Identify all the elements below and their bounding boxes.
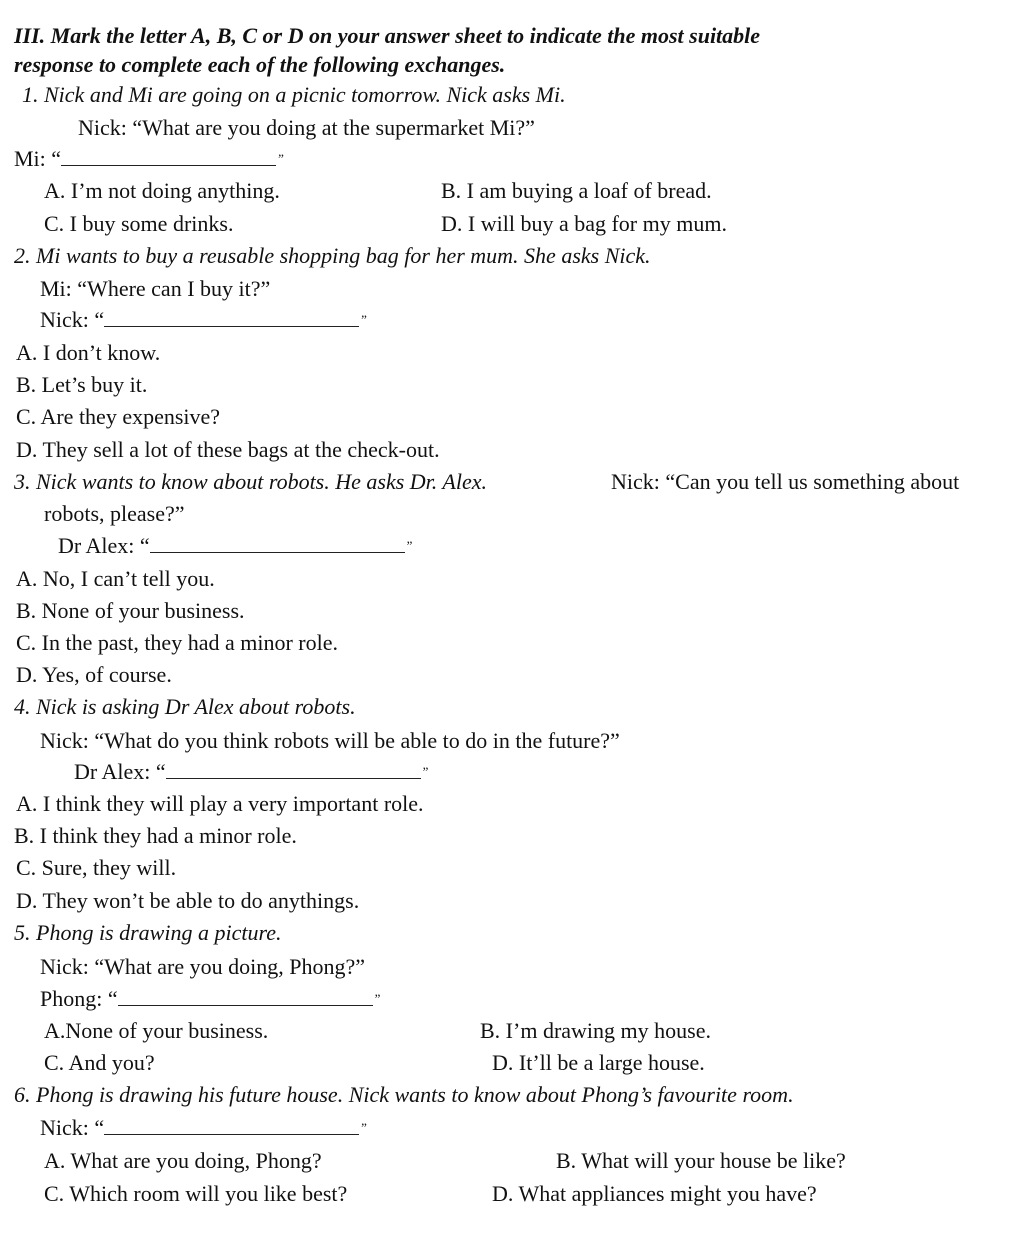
question-1-context: 1. Nick and Mi are going on a picnic tomorrow. Nick asks Mi. [22, 82, 566, 107]
question-4-option-c[interactable]: C. Sure, they will. [16, 855, 177, 880]
question-4-option-a[interactable]: A. I think they will play a very important role. [16, 791, 424, 816]
section-title-line-1: III. Mark the letter A, B, C or D on your answer sheet to indicate the most suitable [14, 23, 761, 48]
question-2-option-a[interactable]: A. I don’t know. [16, 340, 161, 365]
question-1-responder: Mi: “ [14, 146, 62, 171]
question-6-option-c[interactable]: C. Which room will you like best? [44, 1181, 348, 1206]
question-4-responder: Dr Alex: “ [74, 759, 166, 784]
question-3-context: 3. Nick wants to know about robots. He asks Dr. Alex. [14, 469, 487, 494]
question-2-option-d[interactable]: D. They sell a lot of these bags at the check-out. [16, 437, 440, 462]
question-2-responder: Nick: “ [40, 307, 105, 332]
question-1-prompt: Nick: “What are you doing at the supermarket Mi?” [78, 115, 535, 140]
question-6-blank [104, 1116, 359, 1135]
question-6-number: 6. [14, 1082, 31, 1107]
question-3-option-a[interactable]: A. No, I can’t tell you. [16, 566, 215, 591]
question-6-response-line: Nick: “ ” [40, 1115, 367, 1140]
question-6-responder: Nick: “ [40, 1115, 105, 1140]
question-4-context: 4. Nick is asking Dr Alex about robots. [14, 694, 356, 719]
question-2-blank [104, 308, 359, 327]
question-1-option-a[interactable]: A. I’m not doing anything. [44, 178, 280, 203]
question-1-blank [61, 147, 276, 166]
question-3-option-b[interactable]: B. None of your business. [16, 598, 245, 623]
question-4-prompt: Nick: “What do you think robots will be able to do in the future?” [40, 728, 620, 753]
question-1-response-line: Mi: “ ” [14, 146, 284, 171]
question-2-option-b[interactable]: B. Let’s buy it. [16, 372, 148, 397]
question-4-option-b[interactable]: B. I think they had a minor role. [14, 823, 297, 848]
question-3-option-c[interactable]: C. In the past, they had a minor role. [16, 630, 338, 655]
question-2-option-c[interactable]: C. Are they expensive? [16, 404, 221, 429]
question-2-prompt: Mi: “Where can I buy it?” [40, 276, 271, 301]
question-3-blank [150, 534, 405, 553]
question-5-blank [118, 987, 373, 1006]
question-2-response-line: Nick: “ ” [40, 307, 367, 332]
question-5-option-d[interactable]: D. It’ll be a large house. [492, 1050, 705, 1075]
question-1-number: 1. [22, 82, 39, 107]
question-4-option-d[interactable]: D. They won’t be able to do anythings. [16, 888, 360, 913]
question-1-option-d[interactable]: D. I will buy a bag for my mum. [441, 211, 727, 236]
question-4-number: 4. [14, 694, 31, 719]
question-2-number: 2. [14, 243, 31, 268]
question-5-response-line: Phong: “ ” [40, 986, 381, 1011]
question-5-option-c[interactable]: C. And you? [44, 1050, 155, 1075]
question-3-response-line: Dr Alex: “ ” [58, 533, 413, 558]
section-title-line-2: response to complete each of the following exchanges. [14, 52, 506, 77]
question-3-responder: Dr Alex: “ [58, 533, 150, 558]
question-5-option-b[interactable]: B. I’m drawing my house. [480, 1018, 711, 1043]
question-1-option-c[interactable]: C. I buy some drinks. [44, 211, 234, 236]
question-5-option-a[interactable]: A.None of your business. [44, 1018, 269, 1043]
question-6-option-b[interactable]: B. What will your house be like? [556, 1148, 846, 1173]
question-5-responder: Phong: “ [40, 986, 118, 1011]
question-5-context: 5. Phong is drawing a picture. [14, 920, 282, 945]
question-6-context: 6. Phong is drawing his future house. Nick wants to know about Phong’s favourite room. [14, 1082, 794, 1107]
question-2-context: 2. Mi wants to buy a reusable shopping bag for her mum. She asks Nick. [14, 243, 651, 268]
question-5-prompt: Nick: “What are you doing, Phong?” [40, 954, 366, 979]
question-3-number: 3. [14, 469, 31, 494]
question-6-option-a[interactable]: A. What are you doing, Phong? [44, 1148, 322, 1173]
question-6-option-d[interactable]: D. What appliances might you have? [492, 1181, 817, 1206]
question-3-option-d[interactable]: D. Yes, of course. [16, 662, 172, 687]
question-1-option-b[interactable]: B. I am buying a loaf of bread. [441, 178, 712, 203]
question-3-prompt-continued: robots, please?” [44, 501, 185, 526]
question-4-blank [166, 760, 421, 779]
question-5-number: 5. [14, 920, 31, 945]
question-4-response-line: Dr Alex: “ ” [74, 759, 429, 784]
question-3-prompt: Nick: “Can you tell us something about [611, 469, 960, 494]
